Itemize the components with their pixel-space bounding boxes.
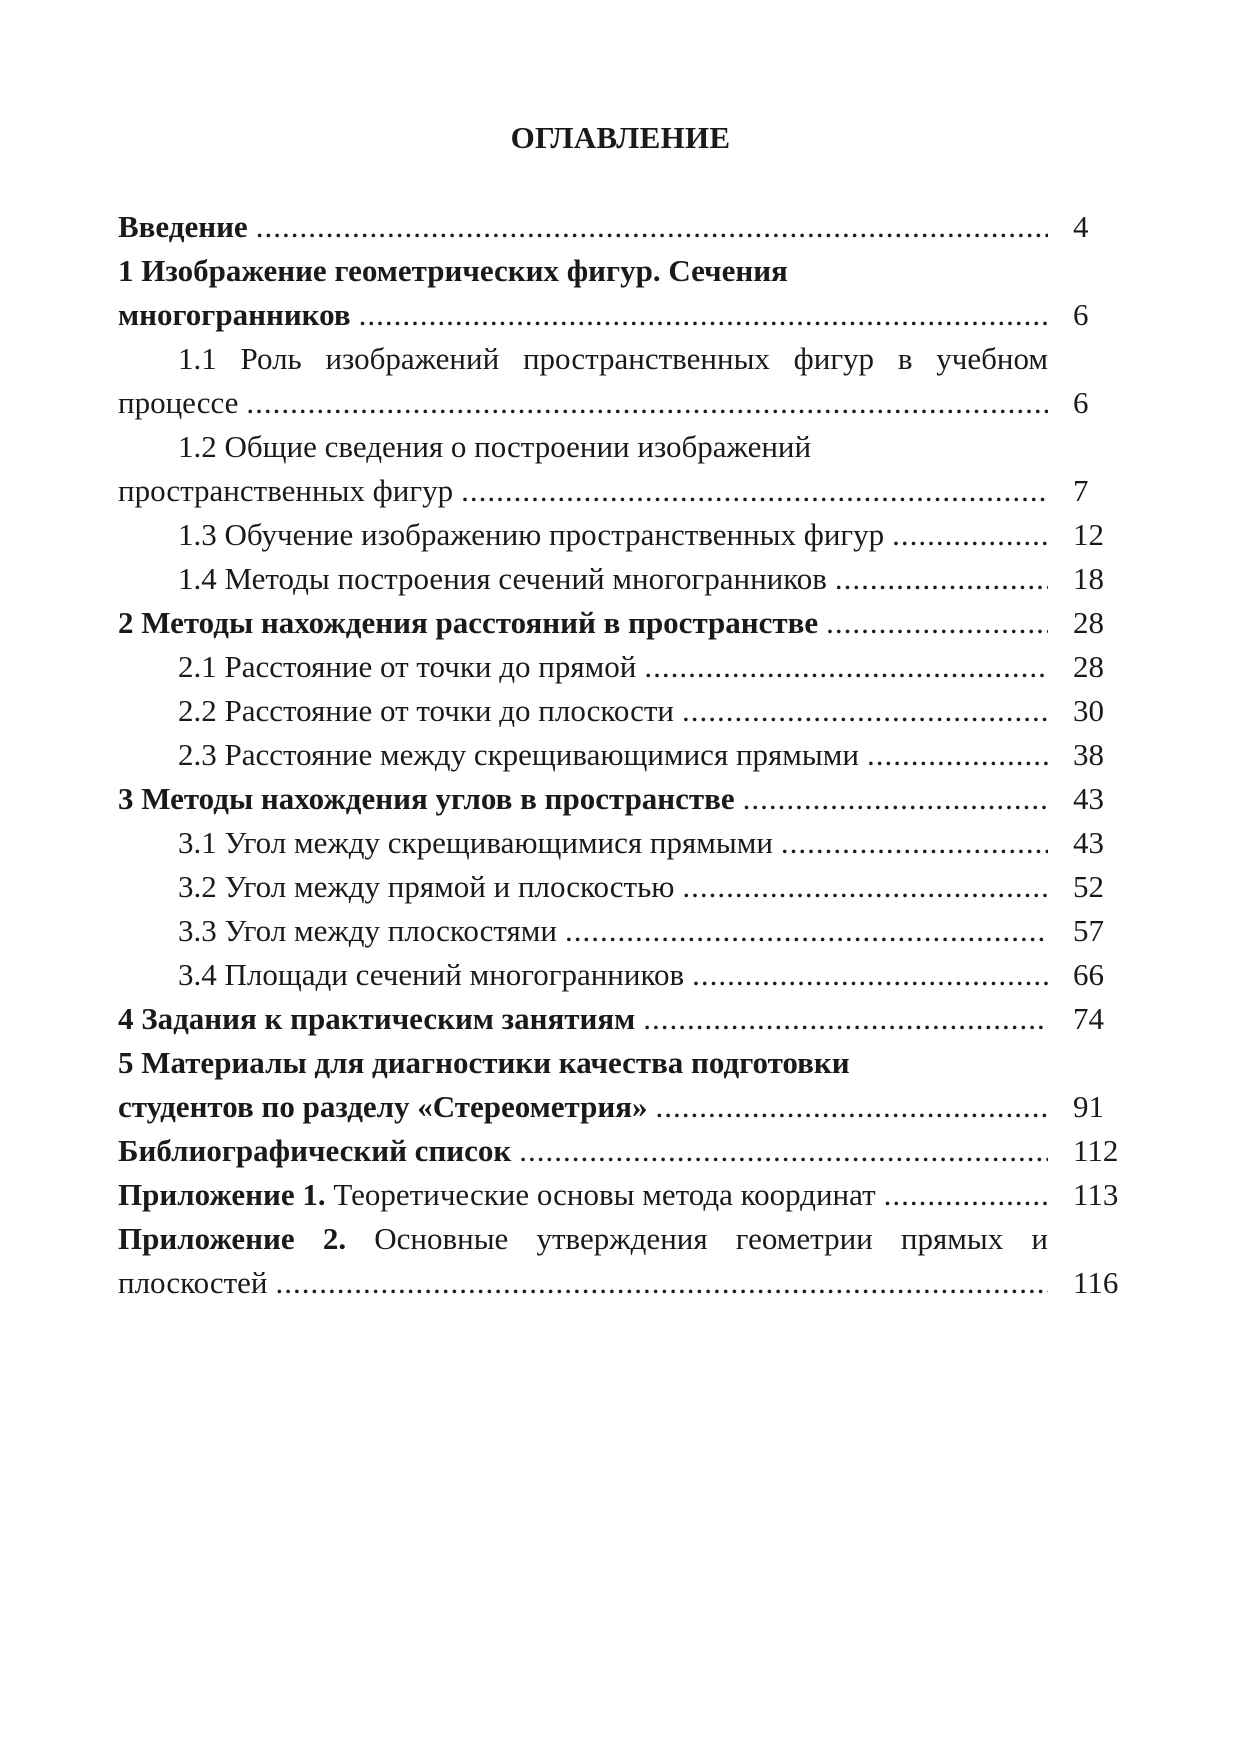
toc-entry-title: студентов по разделу «Стереометрия» xyxy=(118,1089,648,1124)
dot-leader xyxy=(876,1173,1048,1217)
toc-entry-title: 5 Материалы для диагностики качества подготовки xyxy=(118,1045,850,1080)
toc-entry-section-2-1[interactable] xyxy=(118,645,1138,689)
toc-entry-section-3-2[interactable] xyxy=(118,865,1138,909)
toc-entry-title: 1.3 Обучение изображению пространственных фигур xyxy=(178,517,885,552)
toc-entry-title: плоскостей xyxy=(118,1265,268,1300)
toc-page-number: 43 xyxy=(1073,825,1104,860)
toc-entry-chapter-1[interactable] xyxy=(118,249,1138,293)
toc-entry-chapter-3[interactable] xyxy=(118,777,1138,821)
toc-entry-section-1-1-cont[interactable] xyxy=(118,381,1138,425)
toc-entry-section-1-3[interactable] xyxy=(118,513,1138,557)
toc-entry-title: 2.3 Расстояние между скрещивающимися прямыми xyxy=(178,737,859,772)
dot-leader xyxy=(735,777,1048,821)
toc-entry-title: 2.2 Расстояние от точки до плоскости xyxy=(178,693,674,728)
toc-entry-section-2-2[interactable] xyxy=(118,689,1138,733)
toc-page-number: 12 xyxy=(1073,517,1104,552)
toc-entry-title: 1.4 Методы построения сечений многогранников xyxy=(178,561,827,596)
dot-leader xyxy=(453,469,1048,513)
dot-leader xyxy=(635,997,1048,1041)
toc-entry-chapter-2[interactable] xyxy=(118,601,1138,645)
toc-page-number: 38 xyxy=(1073,737,1104,772)
dot-leader xyxy=(648,1085,1048,1129)
toc-page-number: 30 xyxy=(1073,693,1104,728)
toc-entry-label: Приложение 2. xyxy=(118,1221,347,1256)
toc-entry-title: 3.2 Угол между прямой и плоскостью xyxy=(178,869,675,904)
dot-leader xyxy=(818,601,1048,645)
toc-entry-title: 1.1 Роль изображений пространственных фигур в учебном xyxy=(178,341,1048,376)
dot-leader xyxy=(773,821,1048,865)
toc-entry-section-1-2-cont[interactable] xyxy=(118,469,1138,513)
toc-entry-appendix-2[interactable] xyxy=(118,1217,1138,1261)
toc-entry-section-3-4[interactable] xyxy=(118,953,1138,997)
toc-entry-title: 1 Изображение геометрических фигур. Сечения xyxy=(118,253,788,288)
dot-leader xyxy=(268,1261,1048,1305)
toc-page-number: 18 xyxy=(1073,561,1104,596)
dot-leader xyxy=(674,689,1048,733)
toc-entry-section-3-1[interactable] xyxy=(118,821,1138,865)
toc-entry-introduction[interactable] xyxy=(118,205,1138,249)
toc-page-number: 66 xyxy=(1073,957,1104,992)
toc-page-number: 28 xyxy=(1073,605,1104,640)
dot-leader xyxy=(351,293,1048,337)
toc-entry-title: Введение xyxy=(118,209,248,244)
toc-entry-appendix-2-cont[interactable] xyxy=(118,1261,1138,1305)
toc-entry-title: 3 Методы нахождения углов в пространстве xyxy=(118,781,735,816)
toc-page-number: 74 xyxy=(1073,1001,1104,1036)
dot-leader xyxy=(684,953,1048,997)
toc-page-number: 113 xyxy=(1073,1177,1119,1212)
toc-entry-title: Библиографический список xyxy=(118,1133,512,1168)
toc-entry-bibliography[interactable] xyxy=(118,1129,1138,1173)
toc-entry-chapter-5[interactable] xyxy=(118,1041,1138,1085)
toc-entry-title: Основные утверждения геометрии прямых и xyxy=(346,1221,1048,1256)
dot-leader xyxy=(674,865,1048,909)
toc-page-number: 57 xyxy=(1073,913,1104,948)
toc-entry-section-1-1[interactable] xyxy=(118,337,1138,381)
toc-page-number: 4 xyxy=(1073,209,1089,244)
toc-entry-section-1-2[interactable] xyxy=(118,425,1138,469)
toc-entry-title: пространственных фигур xyxy=(118,473,454,508)
toc-entry-title: 4 Задания к практическим занятиям xyxy=(118,1001,636,1036)
toc-entry-title: 1.2 Общие сведения о построении изображений xyxy=(178,429,812,464)
toc-heading: ОГЛАВЛЕНИЕ xyxy=(510,120,731,155)
toc-page-number: 28 xyxy=(1073,649,1104,684)
toc-page-number: 112 xyxy=(1073,1133,1119,1168)
toc-entry-chapter-1-cont[interactable] xyxy=(118,293,1138,337)
toc-page-number: 52 xyxy=(1073,869,1104,904)
toc-page-number: 6 xyxy=(1073,385,1089,420)
toc-entry-title: 3.1 Угол между скрещивающимися прямыми xyxy=(178,825,773,860)
toc-entry-title: Теоретические основы метода координат xyxy=(325,1177,876,1212)
dot-leader xyxy=(557,909,1048,953)
toc-entry-title: 2.1 Расстояние от точки до прямой xyxy=(178,649,637,684)
toc-page-number: 43 xyxy=(1073,781,1104,816)
toc-entry-section-2-3[interactable] xyxy=(118,733,1138,777)
toc-entry-title: процессе xyxy=(118,385,239,420)
dot-leader xyxy=(859,733,1048,777)
toc-page-number: 7 xyxy=(1073,473,1089,508)
dot-leader xyxy=(827,557,1048,601)
toc-entry-title: 3.3 Угол между плоскостями xyxy=(178,913,558,948)
dot-leader xyxy=(511,1129,1048,1173)
dot-leader xyxy=(248,205,1048,249)
toc-page-number: 6 xyxy=(1073,297,1089,332)
toc-page-number: 91 xyxy=(1073,1089,1104,1124)
toc-entry-label: Приложение 1. xyxy=(118,1177,326,1212)
dot-leader xyxy=(884,513,1048,557)
table-of-contents xyxy=(118,205,1138,1305)
dot-leader xyxy=(636,645,1048,689)
toc-entry-appendix-1[interactable] xyxy=(118,1173,1138,1217)
dot-leader xyxy=(238,381,1048,425)
toc-entry-chapter-4[interactable] xyxy=(118,997,1138,1041)
toc-entry-section-1-4[interactable] xyxy=(118,557,1138,601)
toc-entry-section-3-3[interactable] xyxy=(118,909,1138,953)
toc-entry-title: 3.4 Площади сечений многогранников xyxy=(178,957,685,992)
toc-entry-title: многогранников xyxy=(118,297,351,332)
toc-entry-chapter-5-cont[interactable] xyxy=(118,1085,1138,1129)
toc-page-number: 116 xyxy=(1073,1265,1119,1300)
toc-entry-title: 2 Методы нахождения расстояний в пространстве xyxy=(118,605,819,640)
